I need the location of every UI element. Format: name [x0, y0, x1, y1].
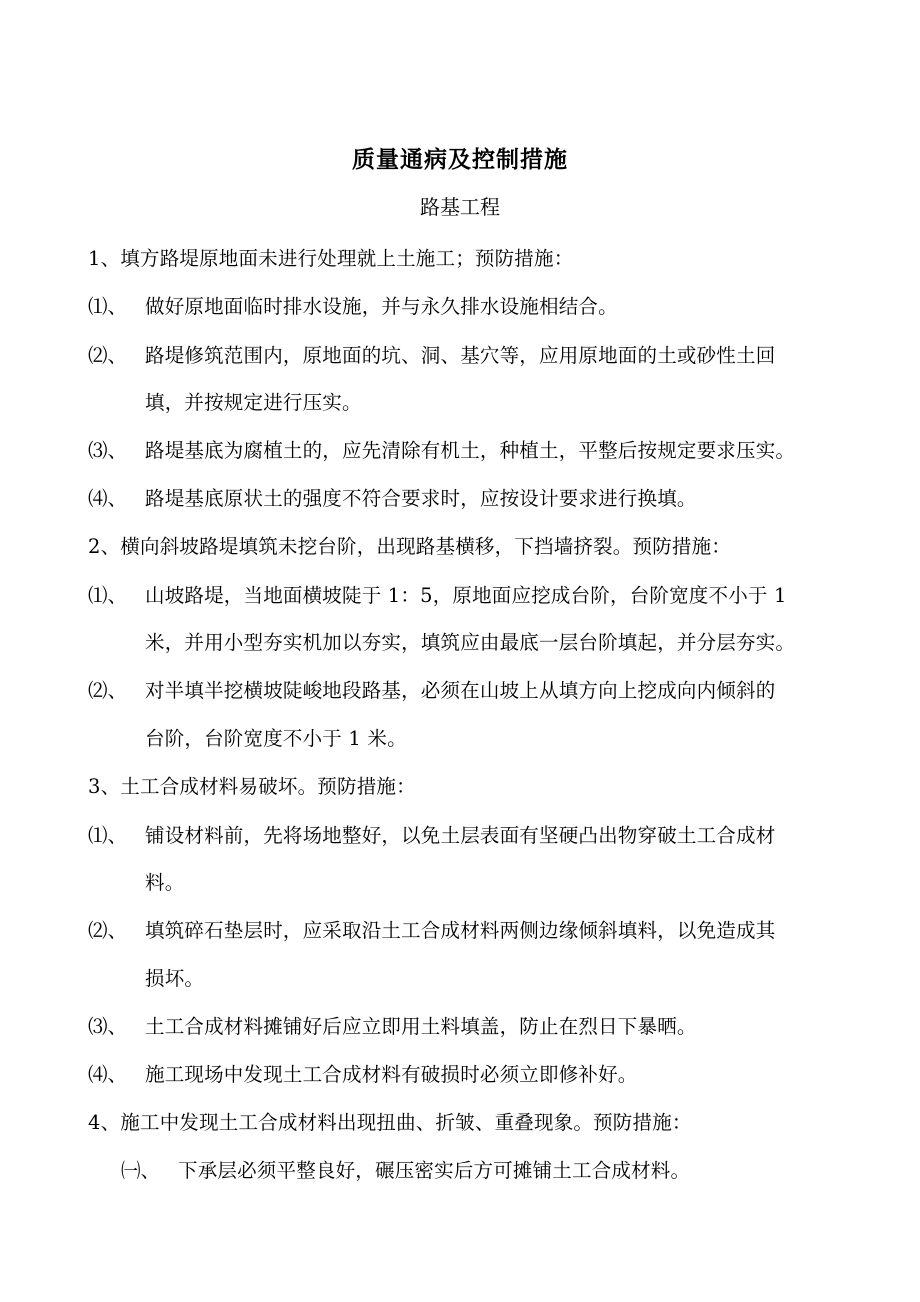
list-item-text-continued: 台阶，台阶宽度不小于 1 米。 [145, 727, 407, 750]
list-item-text: 土工合成材料摊铺好后应立即用土料填盖，防止在烈日下暴晒。 [145, 1015, 697, 1038]
list-item-text: 路堤修筑范围内，原地面的坑、洞、基穴等，应用原地面的土或砂性土回 [145, 344, 776, 367]
list-item-number: ⑵、 [88, 344, 128, 367]
section-3-heading: 3、土工合成材料易破坏。预防措施： [88, 775, 416, 798]
list-item-text-continued: 填，并按规定进行压实。 [145, 391, 362, 414]
section-4-heading: 4、施工中发现土工合成材料出现扭曲、折皱、重叠现象。预防措施： [88, 1111, 692, 1134]
list-item-number: ⑴、 [88, 295, 128, 318]
section-1-heading: 1、填方路堤原地面未进行处理就上土施工；预防措施： [88, 247, 574, 270]
page-title: 质量通病及控制措施 [352, 146, 568, 173]
section-subtitle: 路基工程 [420, 195, 500, 219]
list-item-number: ⑶、 [88, 1015, 128, 1038]
list-item-number: ⑶、 [88, 439, 128, 462]
list-item-text-continued: 损坏。 [145, 967, 205, 990]
list-item-number: ⑴、 [88, 824, 128, 847]
list-item-text: 铺设材料前，先将场地整好，以免土层表面有坚硬凸出物穿破土工合成材 [145, 824, 776, 847]
list-item-number: ⑴、 [88, 584, 128, 607]
list-item-text-continued: 料。 [145, 871, 185, 894]
list-item-number: ⑷、 [88, 487, 128, 510]
list-item-text: 路堤基底为腐植土的，应先清除有机土，种植土，平整后按规定要求压实。 [145, 439, 796, 462]
list-item-number: ⑵、 [88, 919, 128, 942]
list-item-text: 下承层必须平整良好，碾压密实后方可摊铺土工合成材料。 [178, 1159, 691, 1182]
list-item-number: ⑵、 [88, 679, 128, 702]
list-item-text: 路堤基底原状土的强度不符合要求时，应按设计要求进行换填。 [145, 487, 697, 510]
section-2-heading: 2、横向斜坡路堤填筑未挖台阶，出现路基横移，下挡墙挤裂。预防措施： [88, 535, 732, 558]
list-item-number: ⑷、 [88, 1063, 128, 1086]
list-item-number: ㈠、 [121, 1159, 161, 1182]
list-item-text: 对半填半挖横坡陡峻地段路基，必须在山坡上从填方向上挖成向内倾斜的 [145, 679, 776, 702]
list-item-text: 施工现场中发现土工合成材料有破损时必须立即修补好。 [145, 1063, 638, 1086]
list-item-text: 山坡路堤，当地面横坡陡于 1：5，原地面应挖成台阶，台阶宽度不小于 1 [145, 584, 787, 607]
list-item-text-continued: 米，并用小型夯实机加以夯实，填筑应由最底一层台阶填起，并分层夯实。 [145, 631, 796, 654]
list-item-text: 做好原地面临时排水设施，并与永久排水设施相结合。 [145, 295, 618, 318]
list-item-text: 填筑碎石垫层时，应采取沿土工合成材料两侧边缘倾斜填料，以免造成其 [145, 919, 776, 942]
